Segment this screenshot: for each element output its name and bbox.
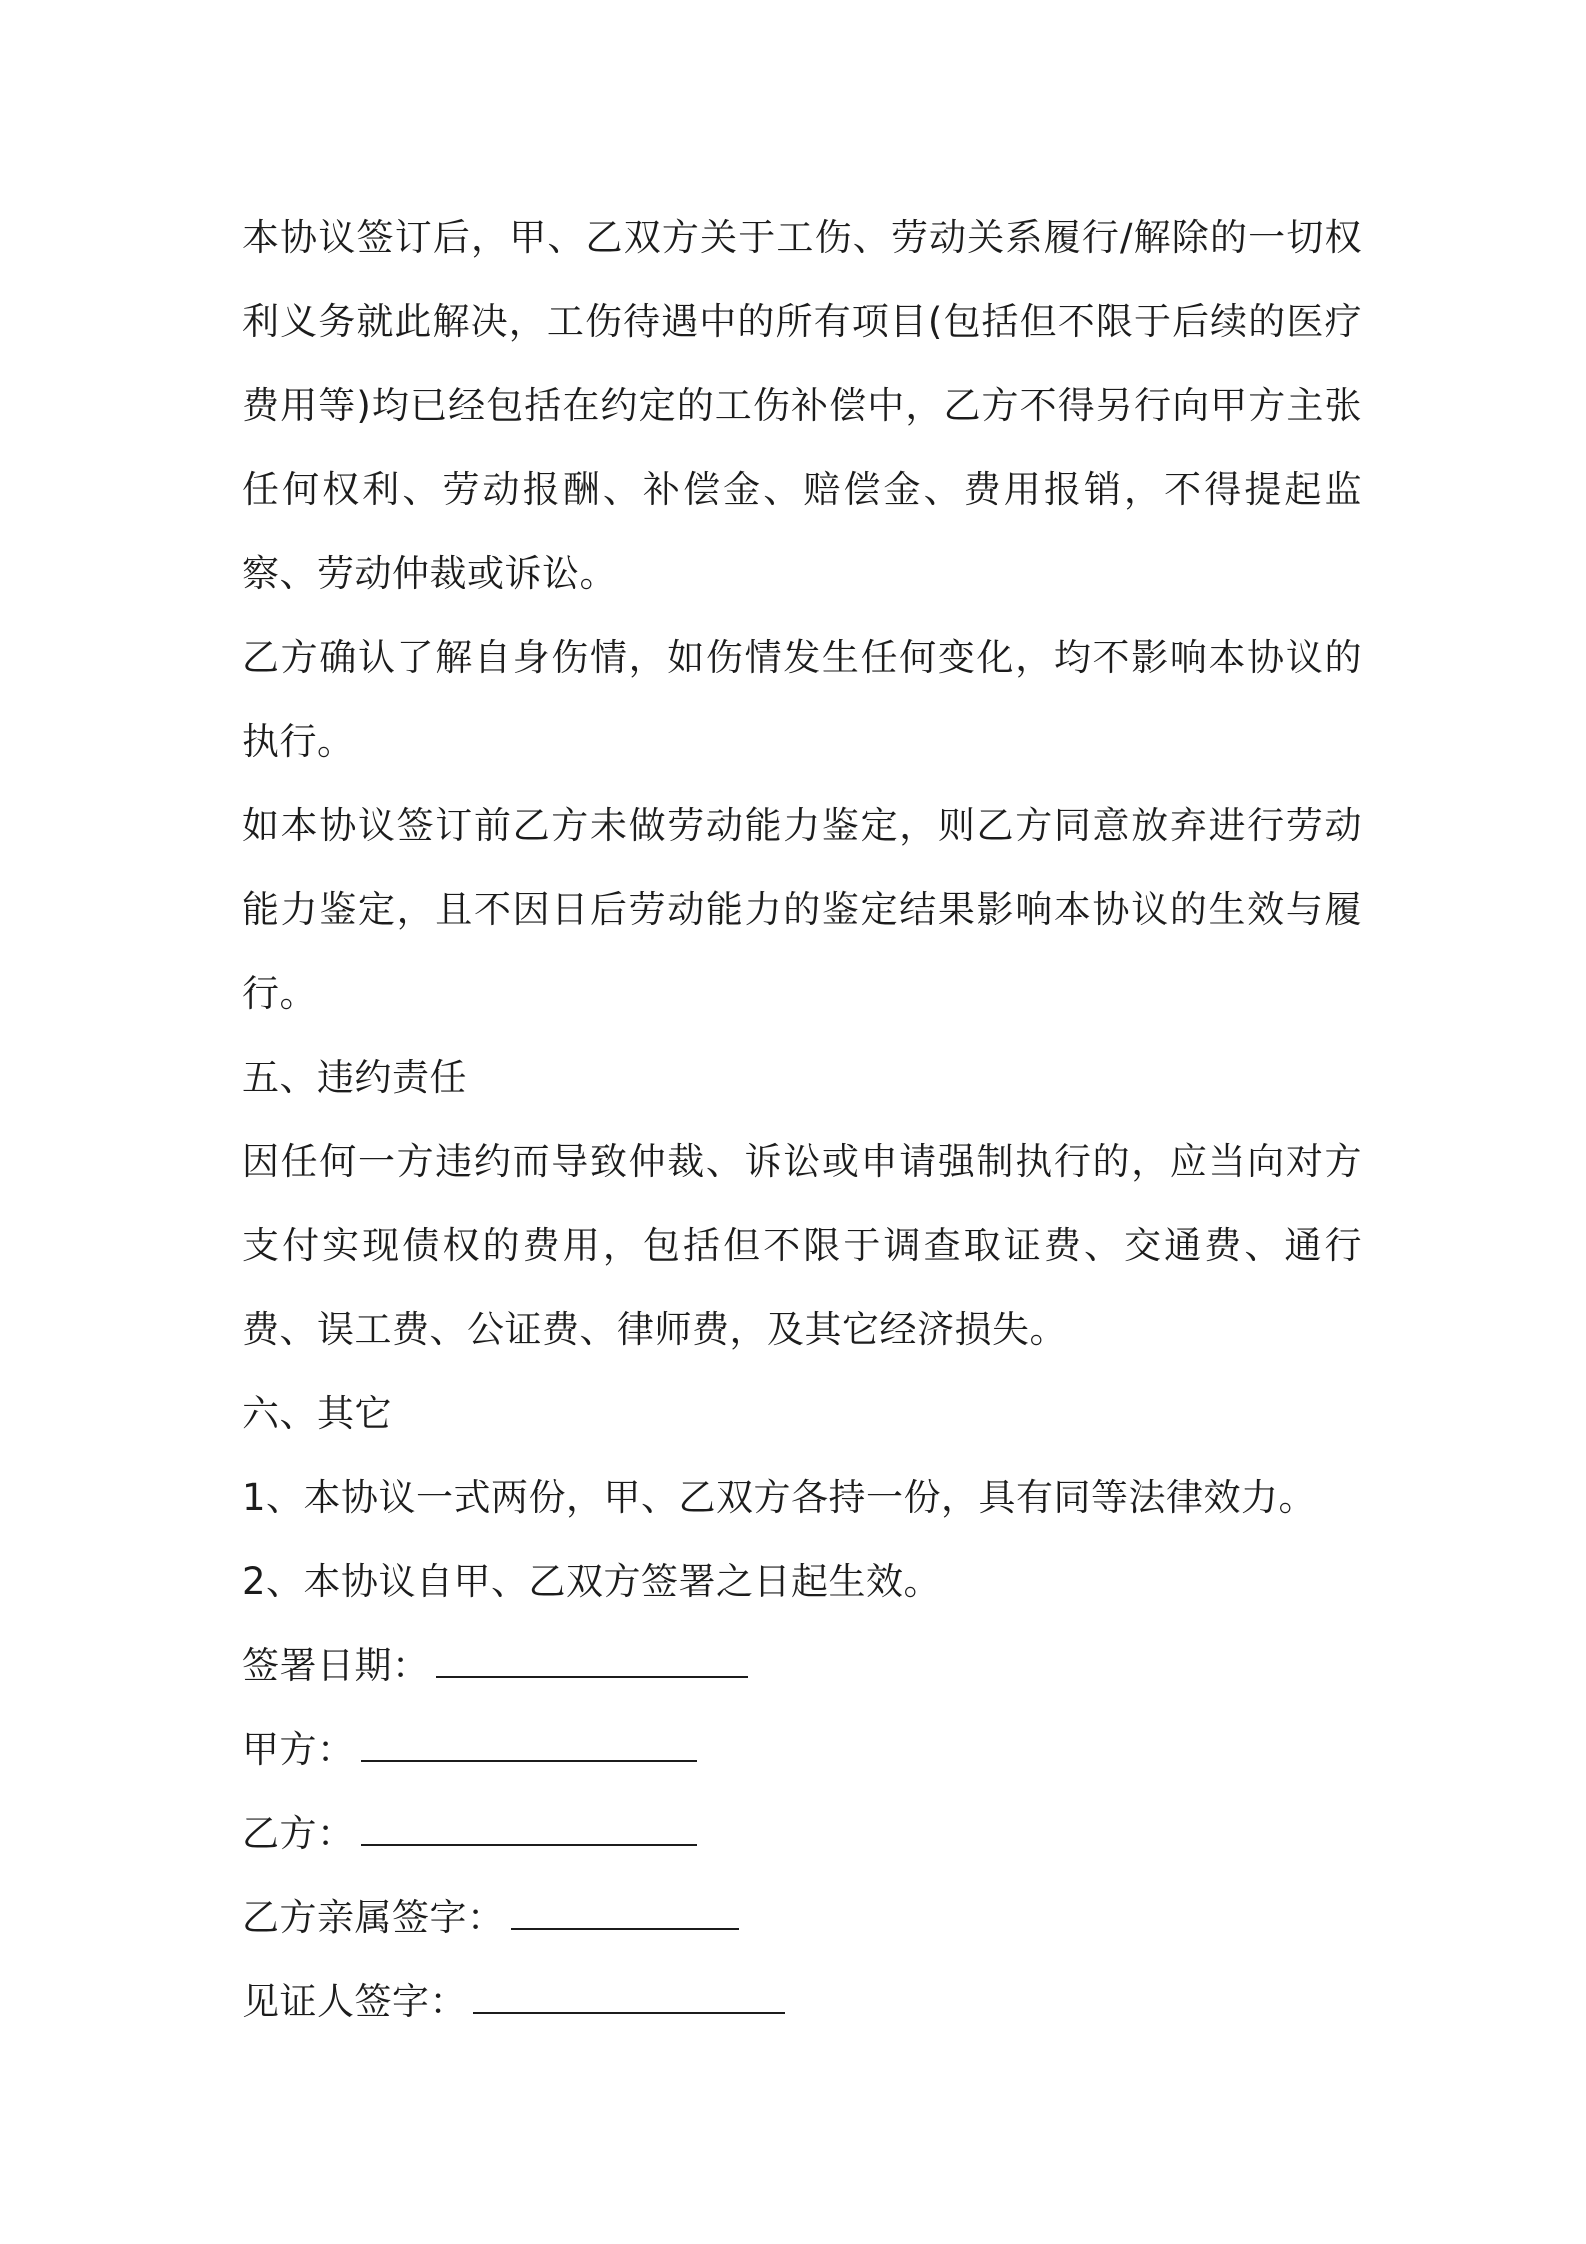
paragraph-settlement-scope: 本协议签订后，甲、乙双方关于工伤、劳动关系履行/解除的一切权利义务就此解决，工伤待遇中的所有项目(包括但不限于后续的医疗费用等)均已经包括在约定的工伤补偿中，乙方不得另行向甲方主张任何权利、劳动报酬、补偿金、赔偿金、费用报销，不得提起监察、劳动仲裁或诉讼。 xyxy=(242,216,1362,595)
paragraph-breach-liability: 因任何一方违约而导致仲裁、诉讼或申请强制执行的，应当向对方支付实现债权的费用，包括但不限于调查取证费、交通费、通行费、误工费、公证费、律师费，及其它经济损失。 xyxy=(242,1140,1362,1351)
party-b-blank[interactable] xyxy=(361,1818,697,1846)
paragraph-injury-acknowledgement: 乙方确认了解自身伤情，如伤情发生任何变化，均不影响本协议的执行。 xyxy=(242,636,1362,763)
signature-date-row xyxy=(242,1624,1362,1708)
relative-signature-label: 乙方亲属签字： xyxy=(242,1896,505,1939)
signature-date-blank[interactable] xyxy=(436,1650,748,1678)
clause-copies: 1、本协议一式两份，甲、乙双方各持一份，具有同等法律效力。 xyxy=(242,1476,1317,1519)
witness-signature-label: 见证人签字： xyxy=(242,1980,467,2023)
clause-effective-date: 2、本协议自甲、乙双方签署之日起生效。 xyxy=(242,1560,942,1603)
party-b-label: 乙方： xyxy=(242,1812,355,1855)
witness-signature-row xyxy=(242,1960,1362,2044)
witness-signature-blank[interactable] xyxy=(473,1986,785,2014)
party-a-row xyxy=(242,1708,1362,1792)
section-heading-breach: 五、违约责任 xyxy=(242,1056,467,1099)
signature-date-label: 签署日期： xyxy=(242,1644,430,1687)
relative-signature-row xyxy=(242,1876,1362,1960)
section-heading-other: 六、其它 xyxy=(242,1392,392,1435)
paragraph-capacity-assessment: 如本协议签订前乙方未做劳动能力鉴定，则乙方同意放弃进行劳动能力鉴定，且不因日后劳动能力的鉴定结果影响本协议的生效与履行。 xyxy=(242,804,1362,1015)
party-a-label: 甲方： xyxy=(242,1728,355,1771)
party-a-blank[interactable] xyxy=(361,1734,697,1762)
party-b-row xyxy=(242,1792,1362,1876)
relative-signature-blank[interactable] xyxy=(511,1902,739,1930)
document-body xyxy=(242,196,1362,2044)
